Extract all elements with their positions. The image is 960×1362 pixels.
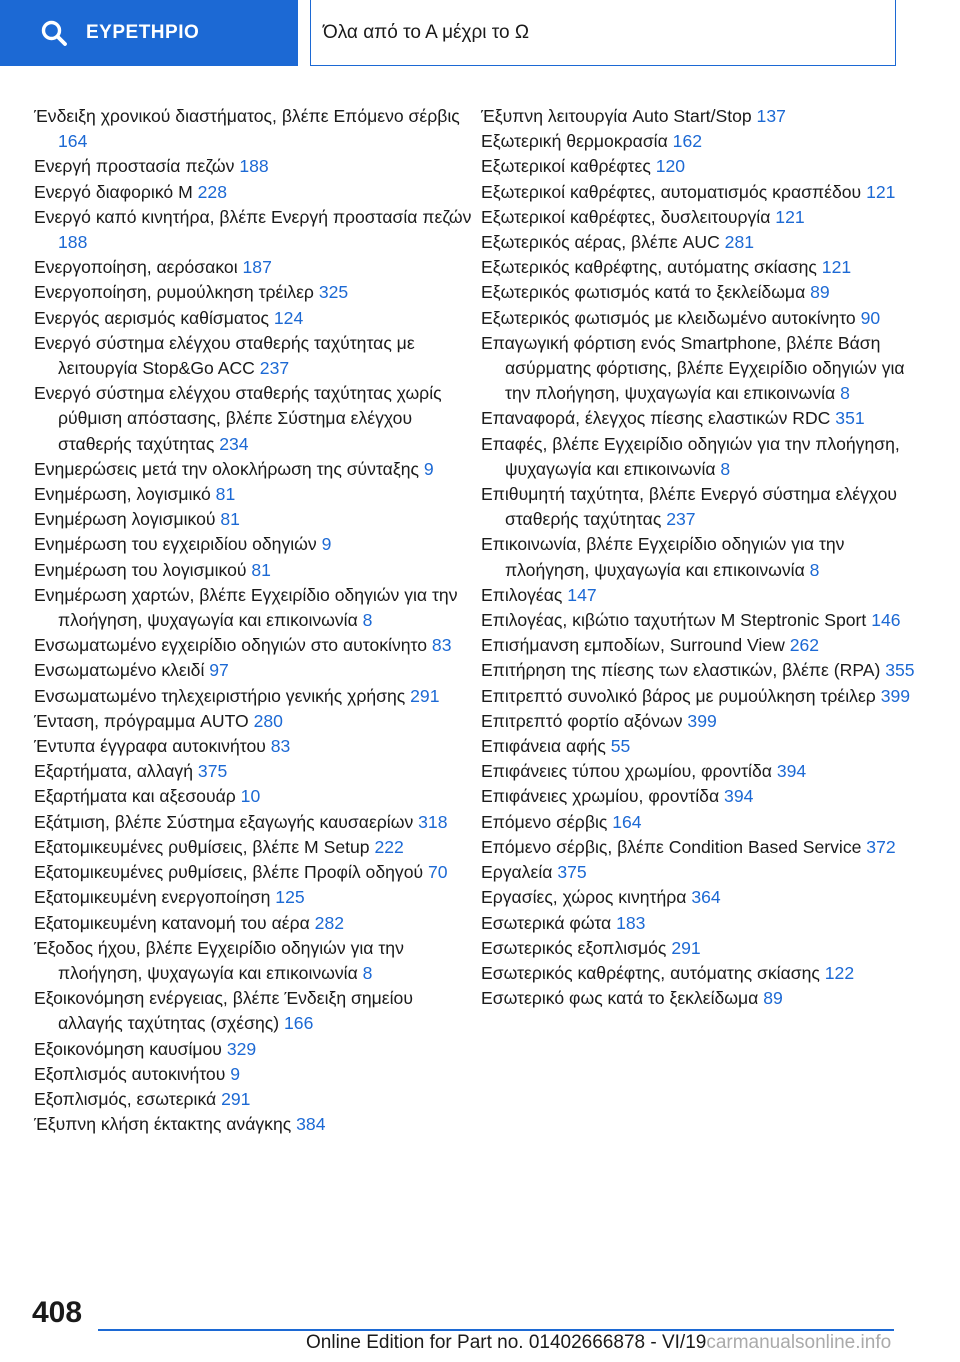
page-link[interactable]: 8 xyxy=(362,610,373,631)
index-entry xyxy=(34,331,474,381)
index-entry xyxy=(34,532,474,557)
page-link[interactable]: 121 xyxy=(775,206,805,227)
page-link[interactable]: 318 xyxy=(418,811,448,832)
index-entry xyxy=(34,558,474,583)
index-entry xyxy=(481,306,921,331)
index-entry-text: Επιφάνειες τύπου χρωμίου, φροντίδα xyxy=(481,761,772,782)
page-link[interactable]: 394 xyxy=(724,786,754,807)
index-entry-text: Ενημερώσεις μετά την ολοκλήρωση της σύνταξης xyxy=(34,458,419,479)
page-link[interactable]: 8 xyxy=(809,559,820,580)
index-entry xyxy=(481,180,921,205)
index-entry-text: Ενεργό διαφορικό M xyxy=(34,181,193,202)
index-entry xyxy=(34,205,474,255)
index-entry xyxy=(34,684,474,709)
page-link[interactable]: 121 xyxy=(821,257,852,278)
page-link[interactable]: 120 xyxy=(655,156,686,177)
index-entry xyxy=(481,986,921,1011)
page-link[interactable]: 399 xyxy=(880,685,911,706)
page-link[interactable]: 228 xyxy=(197,181,227,202)
page-link[interactable]: 164 xyxy=(58,131,88,152)
index-entry xyxy=(34,860,474,885)
index-entry-text: Εξωτερική θερμοκρασία xyxy=(481,131,668,152)
index-entry xyxy=(481,709,921,734)
page-link[interactable]: 282 xyxy=(314,912,345,933)
index-entry xyxy=(481,432,921,482)
index-entry-text: Εξατομικευμένες ρυθμίσεις, βλέπε M Setup xyxy=(34,836,370,857)
index-entry xyxy=(481,961,921,986)
index-entry-text: Εξοπλισμός αυτοκινήτου xyxy=(34,1063,226,1084)
index-entry xyxy=(481,885,921,910)
index-entry xyxy=(34,784,474,809)
index-entry xyxy=(34,1062,474,1087)
index-entry xyxy=(34,583,474,633)
page-link[interactable]: 351 xyxy=(835,408,865,429)
index-entry-text: Εξωτερικός φωτισμός κατά το ξεκλείδωμα xyxy=(481,282,806,303)
page-link[interactable]: 9 xyxy=(230,1063,241,1084)
page-link[interactable]: 89 xyxy=(763,988,783,1009)
page-number: 408 xyxy=(32,1296,83,1329)
index-entry-text: Εξαρτήματα, αλλαγή xyxy=(34,761,194,782)
index-entry-text: Εξοικονόμηση ενέργειας, βλέπε Ένδειξη σημείου αλλαγής ταχύτητας (σχέσης) xyxy=(34,988,413,1034)
watermark: carmanualsonline.info xyxy=(706,1332,892,1353)
index-tab[interactable] xyxy=(0,0,298,66)
index-entry xyxy=(34,507,474,532)
index-entry-text: Ενημέρωση, λογισμικό xyxy=(34,484,211,505)
index-entry xyxy=(34,658,474,683)
page-link[interactable]: 83 xyxy=(431,635,452,656)
index-entry xyxy=(34,936,474,986)
page-link[interactable]: 146 xyxy=(871,610,901,631)
index-entry-text: Εξατομικευμένη ενεργοποίηση xyxy=(34,887,271,908)
index-entry-text: Ενεργοποίηση, αερόσακοι xyxy=(34,257,238,278)
index-entry-text: Επιφάνειες χρωμίου, φροντίδα xyxy=(481,786,720,807)
page-link[interactable]: 375 xyxy=(197,761,228,782)
page-link[interactable]: 97 xyxy=(209,660,229,681)
index-entry-text: Επικοινωνία, βλέπε Εγχειρίδιο οδηγιών για την πλοήγηση, ψυχαγωγία και επικοινωνία xyxy=(481,534,845,580)
page-link[interactable]: 122 xyxy=(824,962,855,983)
page-link[interactable]: 237 xyxy=(666,509,696,530)
index-entry-text: Επόμενο σέρβις, βλέπε Condition Based Service xyxy=(481,836,862,857)
index-entry xyxy=(34,759,474,784)
page-link[interactable]: 281 xyxy=(724,232,755,253)
index-entry xyxy=(481,331,921,407)
index-entry xyxy=(34,911,474,936)
index-entry-text: Εξωτερικός αέρας, βλέπε AUC xyxy=(481,232,720,253)
page-link[interactable]: 384 xyxy=(296,1114,326,1135)
page-link[interactable]: 121 xyxy=(866,181,896,202)
index-entry xyxy=(481,658,921,683)
index-entry xyxy=(481,230,921,255)
index-entry xyxy=(34,306,474,331)
top-bar xyxy=(0,0,960,70)
page-link[interactable]: 8 xyxy=(840,383,850,404)
index-entry-text: Επιτρεπτό συνολικό βάρος με ρυμούλκηση τρέιλερ xyxy=(481,685,876,706)
page-link[interactable]: 364 xyxy=(691,887,721,908)
index-entry xyxy=(34,457,474,482)
index-entry-text: Εξωτερικός καθρέφτης, αυτόματης σκίασης xyxy=(481,257,817,278)
index-entry xyxy=(481,936,921,961)
page-link[interactable]: 147 xyxy=(567,584,597,605)
index-entry-text: Επισήμανση εμποδίων, Surround View xyxy=(481,635,785,656)
index-entry-text: Έξυπνη λειτουργία Auto Start/Stop xyxy=(481,106,752,126)
index-entry xyxy=(481,633,921,658)
index-entry-text: Ενημέρωση του εγχειριδίου οδηγιών xyxy=(34,534,317,555)
index-entry xyxy=(34,835,474,860)
index-entry xyxy=(34,734,474,759)
index-entry-text: Εξατομικευμένες ρυθμίσεις, βλέπε Προφίλ οδηγού xyxy=(34,862,424,883)
index-entry xyxy=(481,734,921,759)
index-entry xyxy=(481,810,921,835)
footer-divider xyxy=(98,1329,894,1331)
page-link[interactable]: 222 xyxy=(374,836,404,857)
page-link[interactable]: 10 xyxy=(240,786,261,807)
page-link[interactable]: 237 xyxy=(259,358,290,379)
index-entry xyxy=(34,180,474,205)
page-link[interactable]: 183 xyxy=(616,912,646,933)
page-link[interactable]: 81 xyxy=(251,559,271,580)
index-entry-text: Ένδειξη χρονικού διαστήματος, βλέπε Επόμενο σέρβις xyxy=(34,106,460,126)
index-entry xyxy=(34,810,474,835)
index-entry xyxy=(481,255,921,280)
index-entry-text: Εξωτερικοί καθρέφτες, δυσλειτουργία xyxy=(481,206,771,227)
index-entry-text: Ενσωματωμένο εγχειρίδιο οδηγιών στο αυτοκίνητο xyxy=(34,635,428,656)
index-entry-text: Ενεργό σύστημα ελέγχου σταθερής ταχύτητας με λειτουργία Stop&Go ACC xyxy=(34,332,415,379)
index-entry-text: Εξαρτήματα και αξεσουάρ xyxy=(34,786,236,807)
index-column-right xyxy=(481,104,921,1011)
index-entry-text: Επιφάνεια αφής xyxy=(481,736,606,757)
page-link[interactable]: 124 xyxy=(273,307,304,328)
index-entry xyxy=(481,759,921,784)
index-entry xyxy=(34,986,474,1036)
page-link[interactable]: 164 xyxy=(612,811,642,832)
page-link[interactable]: 375 xyxy=(557,862,587,883)
index-entry xyxy=(481,532,921,582)
page-link[interactable]: 188 xyxy=(58,232,88,253)
index-entry xyxy=(481,280,921,305)
index-entry xyxy=(481,583,921,608)
index-entry xyxy=(481,911,921,936)
page-link[interactable]: 9 xyxy=(321,534,332,555)
index-entry-text: Εσωτερικά φώτα xyxy=(481,912,612,933)
index-entry-text: Ενεργό καπό κινητήρα, βλέπε Ενεργή προστασία πεζών xyxy=(34,206,472,227)
page-link[interactable]: 8 xyxy=(720,458,731,479)
page-link[interactable]: 70 xyxy=(428,862,448,883)
index-entry xyxy=(34,709,474,734)
page-link[interactable]: 137 xyxy=(756,106,786,126)
page-link[interactable]: 55 xyxy=(610,736,631,757)
page-link[interactable]: 90 xyxy=(860,307,881,328)
page-link[interactable]: 291 xyxy=(671,937,701,958)
index-entry xyxy=(34,154,474,179)
index-entry xyxy=(481,784,921,809)
index-entry xyxy=(34,633,474,658)
page-link[interactable]: 162 xyxy=(672,131,703,152)
index-entry xyxy=(34,1087,474,1112)
index-entry-text: Επιλογέας xyxy=(481,584,563,605)
index-entry xyxy=(481,608,921,633)
index-entry xyxy=(481,129,921,154)
index-entry-text: Εξατομικευμένη κατανομή του αέρα xyxy=(34,912,310,933)
page-link[interactable]: 83 xyxy=(270,736,291,757)
index-tab-label: ΕΥΡΕΤΗΡΙΟ xyxy=(86,22,200,43)
index-entry-text: Ενεργό σύστημα ελέγχου σταθερής ταχύτητας χωρίς ρύθμιση απόστασης, βλέπε Σύστημα ελέγχου σταθερής ταχύτητας xyxy=(34,383,442,454)
page-link[interactable]: 280 xyxy=(253,710,283,731)
page-link[interactable]: 89 xyxy=(810,282,830,303)
section-title-tab[interactable] xyxy=(310,0,896,66)
index-entry-text: Ενεργός αερισμός καθίσματος xyxy=(34,307,269,328)
index-entry xyxy=(34,1037,474,1062)
index-entry-text: Εσωτερικός εξοπλισμός xyxy=(481,937,667,958)
page-link[interactable]: 291 xyxy=(410,685,440,706)
index-entry xyxy=(481,684,921,709)
index-entry xyxy=(481,154,921,179)
index-entry xyxy=(481,860,921,885)
page-link[interactable]: 188 xyxy=(239,156,269,177)
index-entry-text: Έξοδος ήχου, βλέπε Εγχειρίδιο οδηγιών για την πλοήγηση, ψυχαγωγία και επικοινωνία xyxy=(34,937,404,983)
page-link[interactable]: 291 xyxy=(221,1088,251,1109)
index-entry-text: Έντυπα έγγραφα αυτοκινήτου xyxy=(34,736,266,757)
page-link[interactable]: 8 xyxy=(362,962,373,983)
page-link[interactable]: 81 xyxy=(220,509,240,530)
index-entry-text: Ενεργή προστασία πεζών xyxy=(34,156,235,177)
index-entry-text: Ενημέρωση λογισμικού xyxy=(34,509,216,530)
index-entry-text: Εξάτμιση, βλέπε Σύστημα εξαγωγής καυσαερίων xyxy=(34,811,414,832)
index-entry xyxy=(34,280,474,305)
index-entry-text: Ένταση, πρόγραμμα AUTO xyxy=(34,710,249,731)
index-entry-text: Εξωτερικοί καθρέφτες xyxy=(481,156,651,177)
index-entry-text: Εσωτερικό φως κατά το ξεκλείδωμα xyxy=(481,988,759,1009)
index-entry-text: Επιτήρηση της πίεσης των ελαστικών, βλέπε (RPA) xyxy=(481,660,881,681)
page-link[interactable]: 355 xyxy=(885,660,915,681)
index-entry xyxy=(34,885,474,910)
index-entry-text: Εξοικονόμηση καυσίμου xyxy=(34,1038,222,1059)
search-icon xyxy=(40,19,68,47)
index-entry xyxy=(481,482,921,532)
index-entry xyxy=(34,1112,474,1137)
page-link[interactable]: 125 xyxy=(275,887,305,908)
index-entry-text: Επιθυμητή ταχύτητα, βλέπε Ενεργό σύστημα ελέγχου σταθερής ταχύτητας xyxy=(481,484,898,530)
page-link[interactable]: 394 xyxy=(776,761,807,782)
index-entry-text: Εξοπλισμός, εσωτερικά xyxy=(34,1088,217,1109)
index-entry-text: Ενημέρωση του λογισμικού xyxy=(34,559,247,580)
page-link[interactable]: 187 xyxy=(242,257,272,278)
page-link[interactable]: 234 xyxy=(219,433,249,454)
page-link[interactable]: 9 xyxy=(423,458,434,479)
index-entry xyxy=(34,255,474,280)
index-entry-text: Εξωτερικός φωτισμός με κλειδωμένο αυτοκίνητο xyxy=(481,307,856,328)
footer-edition xyxy=(306,1332,891,1354)
index-entry xyxy=(34,104,474,154)
page-link[interactable]: 262 xyxy=(789,635,820,656)
index-entry-text: Επόμενο σέρβις xyxy=(481,811,608,832)
index-entry-text: Ενημέρωση χαρτών, βλέπε Εγχειρίδιο οδηγιών για την πλοήγηση, ψυχαγωγία και επικοινωνία xyxy=(34,584,458,631)
index-entry xyxy=(481,104,921,129)
index-entry-text: Επαγωγική φόρτιση ενός Smartphone, βλέπε Βάση ασύρματης φόρτισης, βλέπε Εγχειρίδιο οδηγιών για την πλοήγηση, ψυχαγωγία και επικοινωνία xyxy=(481,332,905,404)
index-column-left xyxy=(34,104,474,1137)
index-entry-text: Εξωτερικοί καθρέφτες, αυτοματισμός κρασπέδου xyxy=(481,181,862,202)
index-entry-text: Επιλογέας, κιβώτιο ταχυτήτων M Steptronic Sport xyxy=(481,610,867,631)
page-link[interactable]: 399 xyxy=(687,710,717,731)
page-link[interactable]: 166 xyxy=(284,1013,314,1034)
index-entry xyxy=(481,205,921,230)
index-entry-text: Επαναφορά, έλεγχος πίεσης ελαστικών RDC xyxy=(481,408,831,429)
index-entry-text: Ενεργοποίηση, ρυμούλκηση τρέιλερ xyxy=(34,282,314,303)
index-entry xyxy=(481,406,921,431)
page-link[interactable]: 325 xyxy=(318,282,349,303)
index-entry xyxy=(34,482,474,507)
page-link[interactable]: 329 xyxy=(226,1038,257,1059)
index-entry xyxy=(481,835,921,860)
edition-text: Online Edition for Part no. 01402666878 - VI/19 xyxy=(306,1332,707,1353)
index-entry-text: Εσωτερικός καθρέφτης, αυτόματης σκίασης xyxy=(481,962,820,983)
index-entry-text: Ενσωματωμένο κλειδί xyxy=(34,660,205,681)
index-entry-text: Επιτρεπτό φορτίο αξόνων xyxy=(481,710,683,731)
page-link[interactable]: 81 xyxy=(215,484,236,505)
section-title: Όλα από το Α μέχρι το Ω xyxy=(323,21,530,43)
index-entry xyxy=(34,381,474,457)
index-entry-text: Εργαλεία xyxy=(481,862,553,883)
index-entry-text: Εργασίες, χώρος κινητήρα xyxy=(481,887,687,908)
page-link[interactable]: 372 xyxy=(866,836,896,857)
index-entry-text: Επαφές, βλέπε Εγχειρίδιο οδηγιών για την πλοήγηση, ψυχαγωγία και επικοινωνία xyxy=(481,433,900,479)
index-entry-text: Έξυπνη κλήση έκτακτης ανάγκης xyxy=(34,1114,292,1135)
index-entry-text: Ενσωματωμένο τηλεχειριστήριο γενικής χρήσης xyxy=(34,685,406,706)
